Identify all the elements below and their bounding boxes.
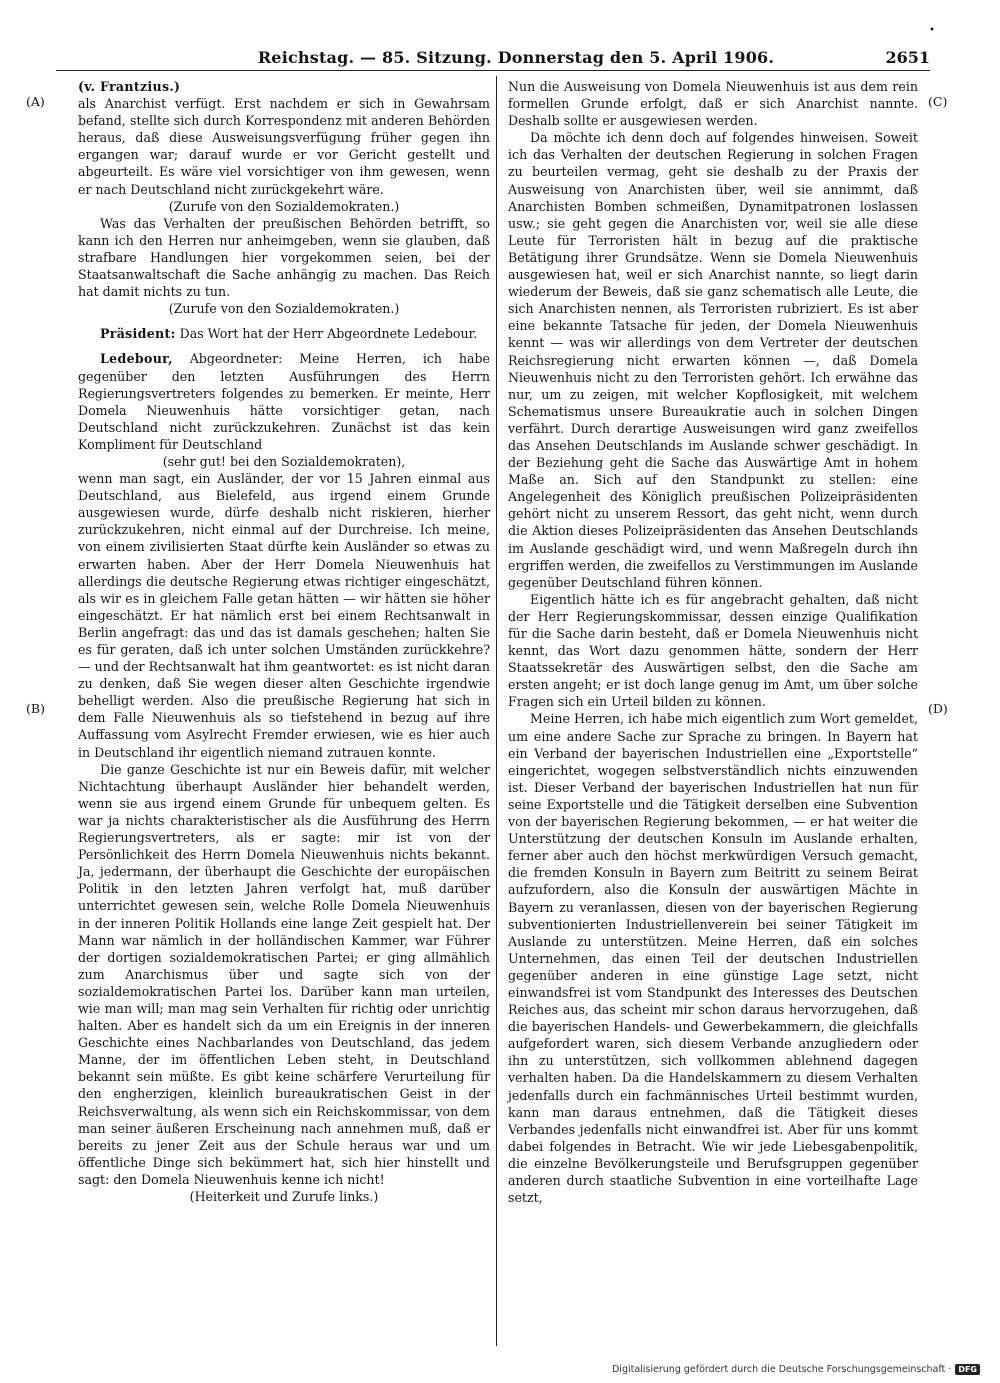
- paragraph: Die ganze Geschichte ist nur ein Beweis dafür, mit welcher Nichtachtung überhaupt Ausländer hier behandelt werden, wenn sie aus irgend einem Grunde für unbequem gelten. Es war ja nichts charakteristischer als die Ausführung des Herrn Regierungsvertreters, als er sagte: mir ist von der Persönlichkeit des Herrn Domela Nieuwenhuis nichts bekannt. Ja, jedermann, der überhaupt die Geschichte der europäischen Politik in den letzten Jahren verfolgt hat, muß darüber unterrichtet gewesen sein, welche Rolle Domela Nieuwenhuis in der inneren Politik Hollands eine lange Zeit gespielt hat. Der Mann war nämlich in der holländischen Kammer, war Führer der dortigen sozialdemokratischen Partei; er ging allmählich zum Anarchismus über und sagte sich von der sozialdemokratischen Partei los. Darüber kann man urteilen, wie man will; man mag sein Verhalten für richtig oder unrichtig halten. Aber es handelt sich da um ein Ereignis in der inneren Geschichte eines Nachbarlandes von Deutschland, das jedem Manne, der im öffentlichen Leben steht, in Deutschland bekannt sein müßte. Es gibt keine schärfere Verurteilung für den engherzigen, kleinlich bureaukratischen Geist in der Reichsverwaltung, als wenn sich ein Reichskommissar, von dem man seiner äußeren Erscheinung nach annehmen muß, daß er bereits zu jener Zeit aus der Schule heraus war und um öffentliche Dinge sich bekümmert hat, sich hier hinstellt und sagt: den Domela Nieuwenhuis kenne ich nicht!: [78, 761, 490, 1187]
- interjection: (Heiterkeit und Zurufe links.): [189, 1189, 379, 1204]
- left-column: [78, 78, 490, 1205]
- paragraph: Meine Herren, ich habe mich eigentlich zum Wort gemeldet, um eine andere Sache zur Sprache zu bringen. In Bayern hat ein Verband der bayerischen Industriellen eine „Exportstelle“ eingerichtet, wogegen selbstverständlich nichts einzuwenden ist. Dieser Verband der bayerischen Industriellen hat nun für seine Exportstelle und die Tätigkeit derselben eine Subvention von der bayerischen Regierung bekommen, — er hat weiter die Unterstützung der deutschen Konsuln im Auslande erhalten, ferner aber auch den höchst merkwürdigen Versuch gemacht, die fremden Konsuln in Bayern zum Beitritt zu seinem Beirat aufzufordern, also die Konsuln der auswärtigen Mächte in Bayern zu veranlassen, diesen von der bayerischen Regierung subventionierten Industriellenverein bei seiner Tätigkeit im Auslande zu unterstützen. Meine Herren, daß ein solches Unternehmen, das einen Teil der deutschen Industriellen gegenüber anderen in eine günstige Lage setzt, nicht einwandsfrei ist vom Standpunkt des Interesses des Deutschen Reiches aus, das scheint mir schon daraus hervorzugehen, daß die bayerischen Handels- und Gewerbekammern, die gleichfalls aufgefordert waren, sich diesem Verbande anzugliedern oder ihn zu unterstützen, sich vollkommen ablehnend dagegen verhalten haben. Da die Handelskammern zu diesem Verhalten jedenfalls durch ein fachmännisches Urteil bestimmt wurden, kann man daraus entnehmen, daß die Tätigkeit dieses Verbandes jedenfalls nicht einwandfrei ist. Aber für uns kommt dabei folgendes in Betracht. Wie wir jede Liebesgabenpolitik, die einzelne Bevölkerungsteile und Berufsgruppen gegenüber anderen durch staatliche Subvention in eine vorteilhafte Lage setzt,: [508, 711, 918, 1206]
- interjection: (Zurufe von den Sozialdemokraten.): [168, 301, 400, 317]
- digitization-footer: [612, 1364, 980, 1375]
- margin-letter-c: (C): [928, 94, 948, 109]
- ledebour-speech: [78, 350, 490, 453]
- president-speech: [78, 325, 490, 342]
- right-column: [508, 78, 918, 1206]
- interjection: (Zurufe von den Sozialdemokraten.): [168, 198, 400, 214]
- margin-letter-b: (B): [26, 701, 45, 716]
- page-header: [56, 48, 930, 71]
- speech-text: Abgeordneter: Meine Herren, ich habe gegenüber den letzten Ausführungen des Herrn Regierungsvertreters folgendes zu bemerken. Er meinte, Herr Domela Nieuwenhuis hätte vorsichtiger getan, nach Deutschland nicht zurückzukehren. Zunächst ist das kein Kompliment für Deutschland: [78, 351, 490, 452]
- speaker-heading: (v. Frantzius.): [78, 79, 181, 94]
- paragraph: als Anarchist verfügt. Erst nachdem er sich in Gewahrsam befand, stellte sich durch Korrespondenz mit anderen Behörden heraus, daß diese Ausweisungsverfügung früher gegen ihn ergangen war; darauf wurde er vor Gericht gestellt und abgeurteilt. Es wäre viel vorsichtiger von ihm gewesen, wenn er nach Deutschland nicht zurückgekehrt wäre.: [78, 96, 490, 197]
- dfg-logo-icon: DFG: [955, 1364, 980, 1375]
- margin-letter-d: (D): [928, 701, 948, 716]
- page-number: 2651: [885, 48, 930, 67]
- decorative-dot: •: [929, 25, 935, 36]
- paragraph: Da möchte ich denn doch auf folgendes hinweisen. Soweit ich das Verhalten der deutschen Regierung in solchen Fragen zu beurteilen vermag, geht sie deshalb zu der Praxis der Ausweisung von Anarchisten über, weil sie annimmt, daß Anarchisten Bomben schmeißen, Dynamitpatronen loslassen usw.; sie geht gegen die Anarchisten vor, weil sie alle diese Leute für Terroristen hält in bezug auf die praktische Betätigung ihrer Grundsätze. Wenn sie Domela Nieuwenhuis ausgewiesen hat, weil er sich Anarchist nannte, so liegt darin wiederum der Beweis, daß sie ganz schematisch alle Leute, die sich Anarchisten nennen, als Terroristen rubriziert. Es ist aber eine bekannte Tatsache für jeden, der Domela Nieuwenhuis kennt — was wir allerdings von dem Vertreter der deutschen Reichsregierung nicht erwarten können —, daß Domela Nieuwenhuis nicht zu den Terroristen gehört. Ich erwähne das nur, um zu zeigen, mit welcher Kopflosigkeit, mit welchem Schematismus unsere Bureaukratie auch in solchen Dingen verfährt. Durch derartige Ausweisungen wird ganz zweifellos das Ansehen Deutschlands im Auslande schwer geschädigt. In der Beziehung geht die Sache das Auswärtige Amt in hohem Maße an. Sich auf den Standpunkt zu stellen: eine Angelegenheit des Königlich preußischen Polizeipräsidenten gehört nicht zu unserem Ressort, das geht nicht, wenn durch die Aktion dieses Polizeipräsidenten das Ansehen Deutschlands im Auslande geschädigt wird, und wenn Maßregeln durch ihn ergriffen werden, die zweifellos zu Verstimmungen im Auslande gegenüber Deutschland führen können.: [508, 130, 918, 590]
- interjection: (sehr gut! bei den Sozialdemokraten),: [162, 453, 406, 469]
- paragraph: wenn man sagt, ein Ausländer, der vor 15 Jahren einmal aus Deutschland, aus Bielefeld, aus irgend einem Grunde ausgewiesen wurde, dürfe deshalb nicht riskieren, hierher zurückzukehren, nicht einmal auf der Durchreise. Ich meine, von einem zivilisierten Staat dürfte kein Ausländer so etwas zu erwarten haben. Aber der Herr Domela Nieuwenhuis hat allerdings die deutsche Regierung etwas richtiger eingeschätzt, als wir es in gleichem Falle getan hätten — wir hätten sie höher eingeschätzt. Er hat nämlich erst bei einem Rechtsanwalt in Berlin angefragt: das und das ist damals geschehen; halten Sie es für geraten, daß ich unter solchen Umständen zurückkehre? — und der Rechtsanwalt hat ihm geantwortet: es ist nicht daran zu denken, daß Sie wegen dieser alten Geschichte irgendwie behelligt werden. Also die preußische Regierung hat sich in dem Falle Nieuwenhuis als so tiefstehend in bezug auf ihre Auffassung vom Asylrecht Fremder erwiesen, wie es hier auch in Deutschland ihr eigentlich niemand zutrauen konnte.: [78, 471, 490, 760]
- margin-letter-a: (A): [26, 94, 45, 109]
- paragraph: Was das Verhalten der preußischen Behörden betrifft, so kann ich den Herren nur anheimgeben, wenn sie glauben, daß strafbare Handlungen hier vorgekommen seien, bei der Staatsanwaltschaft die Sache anhängig zu machen. Das Reich hat damit nichts zu tun.: [78, 215, 490, 300]
- footer-text: Digitalisierung gefördert durch die Deutsche Forschungsgemeinschaft ·: [611, 1364, 952, 1375]
- column-divider: [496, 76, 497, 1346]
- speech-text: Das Wort hat der Herr Abgeordnete Ledebour.: [175, 326, 478, 342]
- header-title: Reichstag. — 85. Sitzung. Donnerstag den 5. April 1906.: [257, 48, 775, 67]
- paragraph: Eigentlich hätte ich es für angebracht gehalten, daß nicht der Herr Regierungskommissar, dessen einzige Qualifikation für die Sache darin besteht, daß er Domela Nieuwenhuis nicht kennt, das Wort dazu genommen hätte, sondern der Herr Staatssekretär des Auswärtigen selbst, den die Sache am ersten angeht; er ist doch lange genug im Amt, um über solche Fragen sich ein Urteil bilden zu können.: [508, 591, 918, 710]
- paragraph: Nun die Ausweisung von Domela Nieuwenhuis ist aus dem rein formellen Grunde erfolgt, daß er sich Anarchist nannte. Deshalb sollte er ausgewiesen werden.: [508, 79, 918, 129]
- speaker-name: Ledebour,: [100, 351, 173, 367]
- speaker-name: Präsident:: [100, 326, 176, 342]
